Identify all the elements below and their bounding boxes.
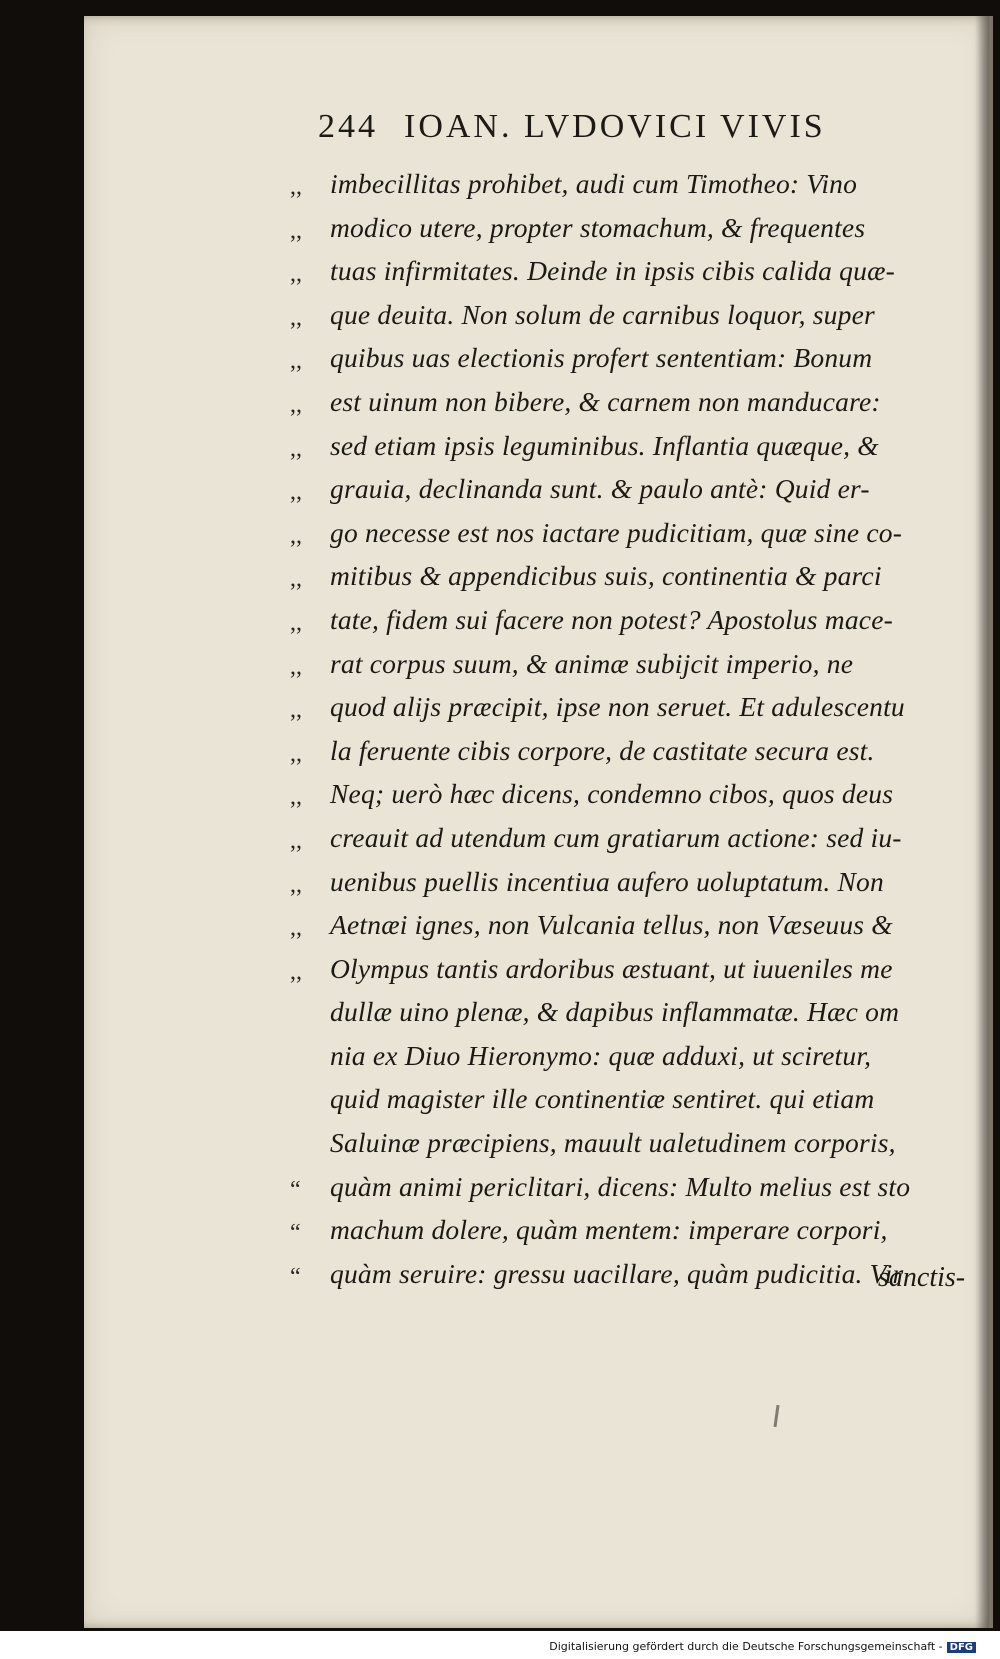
line-text: grauia, declinanda sunt. & paulo antè: Quid er- <box>330 473 870 505</box>
line-text: quid magister ille continentiæ sentiret. qui etiam <box>330 1083 875 1115</box>
quotation-mark: ,, <box>290 348 302 375</box>
line-text: Neq; uerò hæc dicens, condemno cibos, quos deus <box>330 778 894 810</box>
text-line <box>290 511 980 555</box>
quotation-mark: ,, <box>290 435 302 462</box>
text-line <box>290 990 980 1034</box>
line-text: quibus uas electionis profert sententiam: Bonum <box>330 342 873 374</box>
line-text: est uinum non bibere, & carnem non manducare: <box>330 385 881 417</box>
text-line <box>290 554 980 598</box>
line-text: Olympus tantis ardoribus æstuant, ut iuueniles me <box>330 952 893 984</box>
page-number: 244 <box>318 108 378 145</box>
quotation-mark: ,, <box>290 958 302 985</box>
quotation-mark: ,, <box>290 697 302 724</box>
line-text: imbecillitas prohibet, audi cum Timotheo: Vino <box>330 168 858 199</box>
line-text: quàm seruire: gressu uacillare, quàm pudicitia. Vir <box>330 1257 904 1289</box>
line-text: tuas infirmitates. Deinde in ipsis cibis calida quæ- <box>330 255 895 287</box>
text-line <box>290 685 980 729</box>
line-text: sed etiam ipsis leguminibus. Inflantia quæque, & <box>330 429 879 461</box>
dfg-logo: DFG <box>947 1642 976 1653</box>
text-line <box>290 729 980 773</box>
line-text: uenibus puellis incentiua aufero uoluptatum. Non <box>330 865 884 897</box>
line-text: quod alijs præcipit, ipse non seruet. Et adulescentu <box>330 691 905 723</box>
text-line <box>290 816 980 860</box>
quotation-mark: ,, <box>290 217 302 244</box>
text-line <box>290 772 980 816</box>
text-line <box>290 947 980 991</box>
quotation-mark: ,, <box>290 653 302 680</box>
line-text: creauit ad utendum cum gratiarum actione: sed iu- <box>330 821 902 853</box>
text-line <box>290 1034 980 1078</box>
text-line <box>290 1121 980 1165</box>
footer-credit <box>549 1640 976 1653</box>
quotation-mark: ,, <box>290 784 302 811</box>
text-line <box>290 1252 980 1296</box>
line-text: mitibus & appendicibus suis, continentia & parci <box>330 560 882 592</box>
line-text: rat corpus suum, & animæ subijcit imperio, ne <box>330 647 854 679</box>
text-line <box>290 860 980 904</box>
text-line <box>290 424 980 468</box>
text-line <box>290 162 980 206</box>
text-line <box>290 1208 980 1252</box>
line-text: dullæ uino plenæ, & dapibus inflammatæ. Hæc om <box>330 996 900 1028</box>
text-line <box>290 467 980 511</box>
quotation-mark: ,, <box>290 522 302 549</box>
quotation-mark: ,, <box>290 609 302 636</box>
line-text: quàm animi periclitari, dicens: Multo melius est sto <box>330 1170 911 1202</box>
line-text: tate, fidem sui facere non potest? Apostolus mace- <box>330 603 893 635</box>
quotation-mark: ,, <box>290 174 302 200</box>
line-text: la feruente cibis corpore, de castitate secura est. <box>330 734 875 766</box>
text-line <box>290 249 980 293</box>
quotation-mark: “ <box>290 1263 301 1290</box>
quotation-mark: ,, <box>290 261 302 288</box>
quotation-mark: ,, <box>290 566 302 593</box>
text-line <box>290 1165 980 1209</box>
quotation-mark: ,, <box>290 391 302 418</box>
running-title: IOAN. LVDOVICI VIVIS <box>404 108 826 145</box>
quotation-mark: ,, <box>290 740 302 767</box>
text-line <box>290 206 980 250</box>
running-header <box>318 108 826 146</box>
text-line <box>290 380 980 424</box>
text-line <box>290 642 980 686</box>
quotation-mark: ,, <box>290 827 302 854</box>
quotation-mark: “ <box>290 1220 301 1247</box>
line-text: que deuita. Non solum de carnibus loquor, super <box>330 298 875 330</box>
line-text: machum dolere, quàm mentem: imperare corpori, <box>330 1214 888 1246</box>
text-line <box>290 903 980 947</box>
line-text: go necesse est nos iactare pudicitiam, quæ sine co- <box>330 516 903 548</box>
text-line <box>290 1077 980 1121</box>
text-block <box>290 162 980 1295</box>
quotation-mark: “ <box>290 1176 301 1203</box>
quotation-mark: ,, <box>290 915 302 942</box>
catchword: sanctis- <box>878 1262 966 1293</box>
line-text: Aetnæi ignes, non Vulcania tellus, non Væseuus & <box>330 909 893 941</box>
text-line <box>290 293 980 337</box>
text-line <box>290 598 980 642</box>
quotation-mark: ,, <box>290 479 302 506</box>
footer-strip <box>0 1631 1000 1659</box>
quotation-mark: ,, <box>290 871 302 898</box>
line-text: nia ex Diuo Hieronymo: quæ adduxi, ut sciretur, <box>330 1039 872 1071</box>
line-text: modico utere, propter stomachum, & frequentes <box>330 211 866 243</box>
line-text: Saluinæ præcipiens, mauult ualetudinem corporis, <box>330 1127 896 1159</box>
text-line <box>290 336 980 380</box>
quotation-mark: ,, <box>290 304 302 331</box>
footer-credit-text: Digitalisierung gefördert durch die Deutsche Forschungsgemeinschaft - <box>549 1640 943 1653</box>
